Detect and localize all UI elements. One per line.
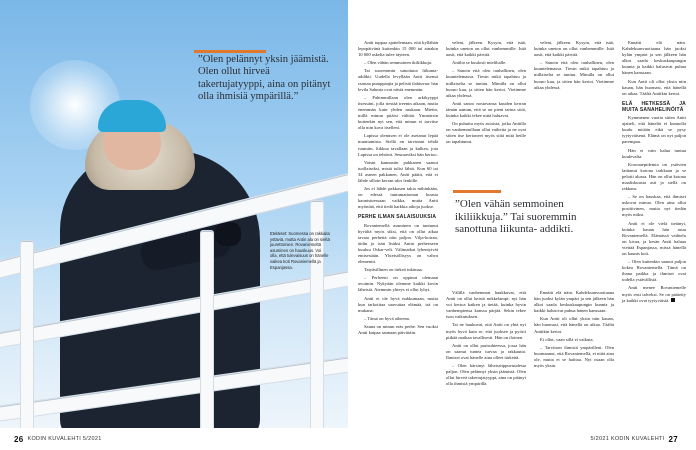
paragraph: Lapissa olemisen ei ole asetanut lepää muuttamista. Siellä on tarvinnut tehdä ruumiin, liikkua tavallaan ja kulkea, jota Lapissa on tehtävä. Seuraaviksi hän kertoo. — [358, 133, 438, 157]
paragraph: veleni, jälkeen. Kysyin, että isää, kuinka uneton on ollut vanhemmille. Isää aasit, että kaikki päivää. — [534, 40, 614, 58]
blue-beanie — [98, 100, 166, 132]
paragraph — [622, 285, 686, 303]
pull-quote-text: ”Olen vähän semmoinen ikiliikkuja.” Tai suoremmin sanottuna liikunta- addikti. — [455, 198, 577, 236]
paragraph: Kun Antti oli ollut yksin niin kauan, hän huomasi, että hänellä on aikaa. Täältä Anttikin kertoi. — [534, 316, 614, 334]
paragraph: Tai ne haukuvat, että Antti on yhtä nyt myös hyvä kuin se, että juoksee ja pyörii pitkää matkaa tavallisesti. Hän on iloinen. — [446, 322, 526, 340]
paragraph: Kymmenen vuotta sitten Antti ajatteli, että häneltä ei kunnolla kuulu mitään eikä se pysy tyytyväisenä. Elämä on nyt paljon parempaa. — [622, 115, 686, 145]
photo-caption: Eteläiset: Suomessa on rakkaita ystäviä, mutta Antin ala on sieltä juurettomien. Rovaniemeltä asuminen on hauskuus. Voi olla, että tulevaisuus on hänelle vaikea koti Rovaniemellä ja Espanjassa. — [270, 231, 330, 270]
paragraph: Vaisin kannustin pakkanen saanut tuollaiseksi, mistä tulisi lähtö. Kun 60 tai 34 asteen pakkanen, Antti päätti, että ei lähde silloin kerran ulos lenkille. — [358, 159, 438, 183]
paragraph: Ennätti elä näin. Kahdeksanvuotiaana hän juoksi kylän ympäri ja sen jälkeen hän alkoi saada keskuskaupungin kunnia ja kaikki halusivat puhua hänen kanssaan. — [534, 290, 614, 314]
paragraph: Välillä vanhemmat haukkuvat, että Antti on ollut heistä nokkelampi: nyt hän voi kertoa kaiken ja tietää, kuinka hyvin vanhempiensa kanssa pärjää. Sekin tekee ison vaikutuksen. — [446, 290, 526, 320]
paragraph: Sauna on minun eräs perhe. Sen vuoksi Antti kaipaa saunaan päivittäin. — [358, 323, 438, 336]
paragraph: – Tarvitsen ihmisiä ympärilleni. Olen huomannut, että Rovaniemellä, ei niitä aina ole, mutta ei se haittaa. Nyt osaan olla myös yksin. — [534, 344, 614, 369]
quote-accent-bar — [453, 190, 501, 193]
folio-left — [14, 428, 102, 450]
column-3-bottom — [534, 290, 614, 371]
paragraph: – Tämä on hyvä aiheena. — [364, 315, 410, 321]
paragraph: On puhuttu myös asioista, jotka Anttilla on vanhemmillaan ollut vaikeita ja ne ovat sitten itse kertoneet myös siitä mitä heille on tapahtunut. — [446, 121, 526, 145]
paragraph: – Sanoin että olen rauhallinen, olen kuuntelemassa. Tiesin mikä tapahtuu ja millaiselta se tuntuu. Minulla on ollut huono kuu, ja sitten hän kertoi. Vietimme aikaa yhdessä. — [446, 68, 526, 98]
cover-photo — [0, 0, 348, 428]
paragraph: Antti on ollut parisuhteessa, jossa hän on saanut tuntea turvaa ja rakkautta. Ihmiset ovat hänelle aina olleet tärkeitä. — [446, 342, 526, 360]
folio-text-right: 5/2021 KODIN KUVALEHTI — [590, 436, 665, 442]
paragraph: – Pahimmillaan olen arkikyyppi itsessäni, jolla riestää treenin aikaan, mutta enemmän kuin yhden mukaan. Mietin, millä minun pitäisi välttää. Ymmärsin kuitenkin nyt sen, että minun ei tarvitse olla niin kova itselleni. — [358, 94, 438, 131]
pull-quote-left — [198, 54, 338, 103]
paragraph: veleni, jälkeen. Kysyin, että isää, kuinka uneton on ollut vanhemmille. Isää aasit, että kaikki päivää. — [446, 40, 526, 58]
column-3 — [534, 40, 614, 93]
paragraph: – Olen kärsinyt läheisriippuvuudesta paljon. Olen pelännyt yksin jäämistä. Olen ollut hirveä takertujatyyppi, aina on pitänyt olla ihmisiä ympärillä. — [446, 363, 526, 387]
column-2-bottom — [446, 290, 526, 389]
railing-post-2 — [200, 230, 214, 428]
paragraph: Hän ei vain halua tuntua kuulevalta. — [622, 147, 686, 159]
paragraph: Rovaniemellä asuminen on tuntunut hyvältä myös siksi, että on ollut aikaa tavata perhettä niin paljon. Vilja-koiran, äidin ja isän lisäksi Antin perheeseen kuuluu Oskar-veli. Välimatkat lyhentyivät entisestään. Yhteisöllisyys on vahva elementti. — [358, 222, 438, 265]
section-heading: PERHE ILMAN SALAISUUKSIA — [358, 214, 437, 221]
paragraph: Koronaepidemia on ystävien laittanut kotona tarkkaan ja se pelotti alussa. Hän on ollut kotona maaliskuusta asti ja siellä on rakkaus. — [622, 161, 686, 192]
paragraph: Antti ei ole hyvä nukkumaan, mutta kun tarkoittaa saavuttaa elämää, isä on mukana. — [358, 295, 438, 313]
paragraph: – Se on hauskaa, että ihmiset uskovat minua. Olen aina ollut positiivinen, mutta nyt tiedän myös miksi. — [622, 194, 686, 218]
paragraph: Antilta se kuulosti mielihalle. — [452, 60, 507, 66]
column-1 — [358, 40, 438, 338]
pull-quote-right — [455, 198, 615, 236]
paragraph: Taiyäsillinen on tärkeä tukimaa. — [364, 267, 423, 273]
paragraph: Tai suoremmin sanottuna liikunta-addikti. Uudella levyllään Antti itsensä raastaa pumppaajia ja pelistä ilahtuvaa: hän levila Sahmia ovat niistä enemmän. — [358, 68, 438, 92]
paragraph: – Olen kuitenkin saanut paljon kokea Rovaniemellä. Tämä on ihana paikka ja ihmiset ovat todella ystävällisiä. — [622, 259, 686, 283]
final-paragraph: Antti menee Rovaniemelle myös ensi talveksi. Se on päätetty ja kaikki ovat tyytyväisiä. — [622, 285, 686, 303]
section-heading: ELÄ HETKESSÄ JA MUITA SANAHELINÖITÄ — [622, 100, 686, 113]
paragraph: Antti ei ole vielä tietänyt, kuinka kauan hän asuu Rovaniemellä. Elämässä vaihtelu on kivaa, ja kesän Antti haluaa viettää Espanjassa, missä hänellä on kaunis koti. — [622, 220, 686, 256]
pull-quote-text: ”Olen pelännyt yksin jäämistä. Olen ollut hirveä takertujatyyppi, aina on pitänyt olla ihmisiä ympärillä.” — [198, 54, 331, 102]
page-number-right: 27 — [668, 434, 678, 444]
paragraph: Antti tuppaa ajattelemaan, että kyllähän lepopäivänä kuitenkin 15 000 tai ainakin 10 000 askelta tulee täyteen. — [358, 40, 438, 58]
paragraph: Jos ei lähde pakkasen takia mihinkään, on edessä tuntumattoman kuusta kaunistuessaan vaikka, mutta Antti myöntää, että tiedä kaikkia aikoja juokse. — [358, 186, 438, 210]
paragraph: Ei ollut, vaan sillä ei vaikuta. — [540, 336, 594, 342]
end-mark-icon — [671, 298, 675, 302]
page-number-left: 26 — [14, 434, 24, 444]
paragraph: Antti sanoo nostavansa kuuden kerran tämän aamun, että se on pieni tarina siitä, kuinka kaikki tekee mitä haluavat. — [446, 100, 526, 119]
paragraph: – Perheeni on oppinut olemaan avoimin. Nykyään olemme kaikki kovin läheisiä. Aiemmin yhteys ei ollut lyhyt. — [358, 275, 438, 293]
paragraph: – Olen vähän semmoinen ikiliikkuja. — [364, 60, 433, 66]
person-glove — [215, 222, 241, 246]
paragraph: Kun Antti oli ollut yksin niin kauan, hän huomasi, että hänellä on aikaa. Täältä Anttikin kertoi. — [622, 78, 686, 96]
folio-text-left: KODIN KUVALEHTI 5/2021 — [27, 436, 102, 442]
quote-accent-bar — [194, 50, 266, 53]
paragraph: Ennätti elä näin. Kahdeksanvuotiaana hän juoksi kylän ympäri ja sen jälkeen hän alkoi saada keskuskaupungin kunnia ja kaikki halusivat puhua hänen kanssaan. — [622, 40, 686, 76]
railing-post-1 — [20, 240, 34, 428]
paragraph: – Sanoin että olen rauhallinen, olen kuuntelemassa. Tiesin mikä tapahtuu ja millaiselta se tuntuu. Minulla on ollut huono kuu, ja sitten hän kertoi. Vietimme aikaa yhdessä. — [534, 60, 614, 90]
column-4 — [622, 40, 686, 306]
folio-right — [590, 428, 682, 450]
column-2 — [446, 40, 526, 148]
